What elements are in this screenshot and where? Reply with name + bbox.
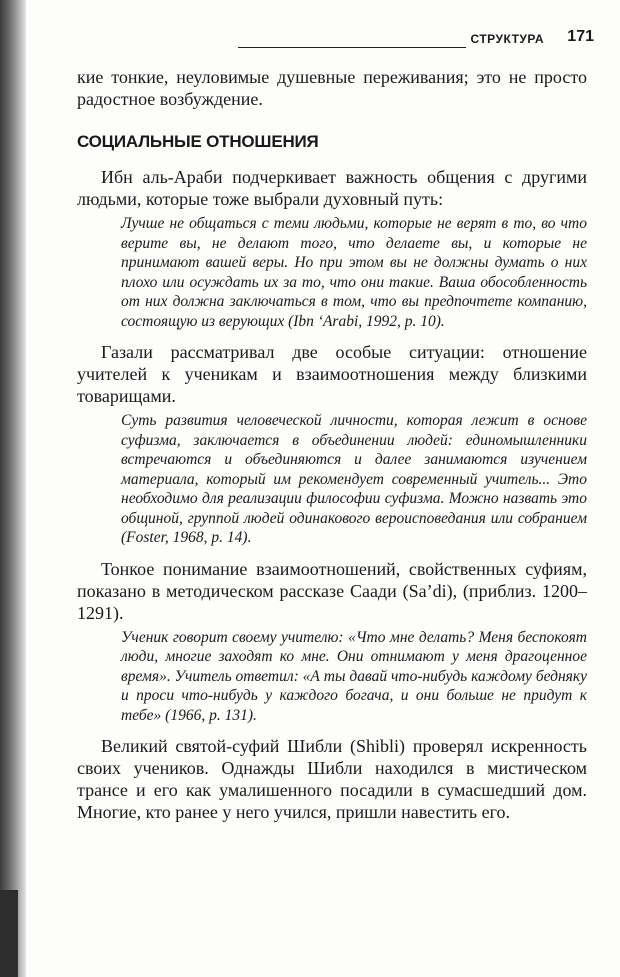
- running-header-title: СТРУКТУРА: [470, 32, 544, 46]
- section-heading: СОЦИАЛЬНЫЕ ОТНОШЕНИЯ: [77, 132, 319, 151]
- running-header: [238, 26, 594, 52]
- paragraph-ibn-arabi: Ибн аль-Араби подчеркивает важность общения с другими людьми, которые тоже выбрали духовный путь:: [77, 167, 587, 209]
- book-spine-shadow-bottom: [0, 890, 18, 977]
- page-body: [77, 66, 587, 823]
- block-quote-saadi: Ученик говорит своему учителю: «Что мне делать? Меня беспокоят люди, многие заходят ко мне. Они отнимают у меня драгоценное время». Учитель ответил: «А ты давай что-нибудь каждому бедняку и проси что-нибудь у каждого богача, и они больше не придут к тебе» (1966, p. 131).: [121, 628, 587, 724]
- block-quote-ibn-arabi: Лучше не общаться с теми людьми, которые не верят в то, во что верите вы, не делают того, что делаете вы, и которые не принимают вашей веры. Но при этом вы не должны думать о них плохо или осуждать их за то, что они такие. Ваша обособленность от них должна заключаться в том, что вы предпочтете компанию, состоящую из верующих (Ibn ‘Arabi, 1992, p. 10).: [121, 215, 587, 330]
- book-spine-shadow: [0, 0, 26, 977]
- paragraph-continuation: кие тонкие, неуловимые душевные переживания; это не просто радостное возбуждение.: [77, 67, 587, 109]
- page-number: 171: [567, 28, 594, 45]
- paragraph-ghazali: Газали рассматривал две особые ситуации: отношение учителей к ученикам и взаимоотношения между близкими товарищами.: [77, 342, 587, 406]
- header-rule: [238, 47, 466, 48]
- paragraph-saadi: Тонкое понимание взаимоотношений, свойственных суфиям, показано в методическом рассказе Саади (Sa’di), (приблиз. 1200–1291).: [77, 558, 587, 623]
- paragraph-shibli: Великий святой-суфий Шибли (Shibli) проверял искренность своих учеников. Однажды Шибли находился в мистическом трансе и его как умалишенного посадили в сумасшедший дом. Многие, кто ранее у него учился, пришли навестить его.: [77, 736, 587, 822]
- block-quote-foster: Суть развития человеческой личности, которая лежит в основе суфизма, заключается в объединении людей: единомышленники встречаются и объединяются и далее занимаются изучением материала, который им рекомендует современный учитель... Это необходимо для реализации философии суфизма. Можно назвать это общиной, группой людей одинакового вероисповедания или собранием (Foster, 1968, p. 14).: [121, 412, 587, 546]
